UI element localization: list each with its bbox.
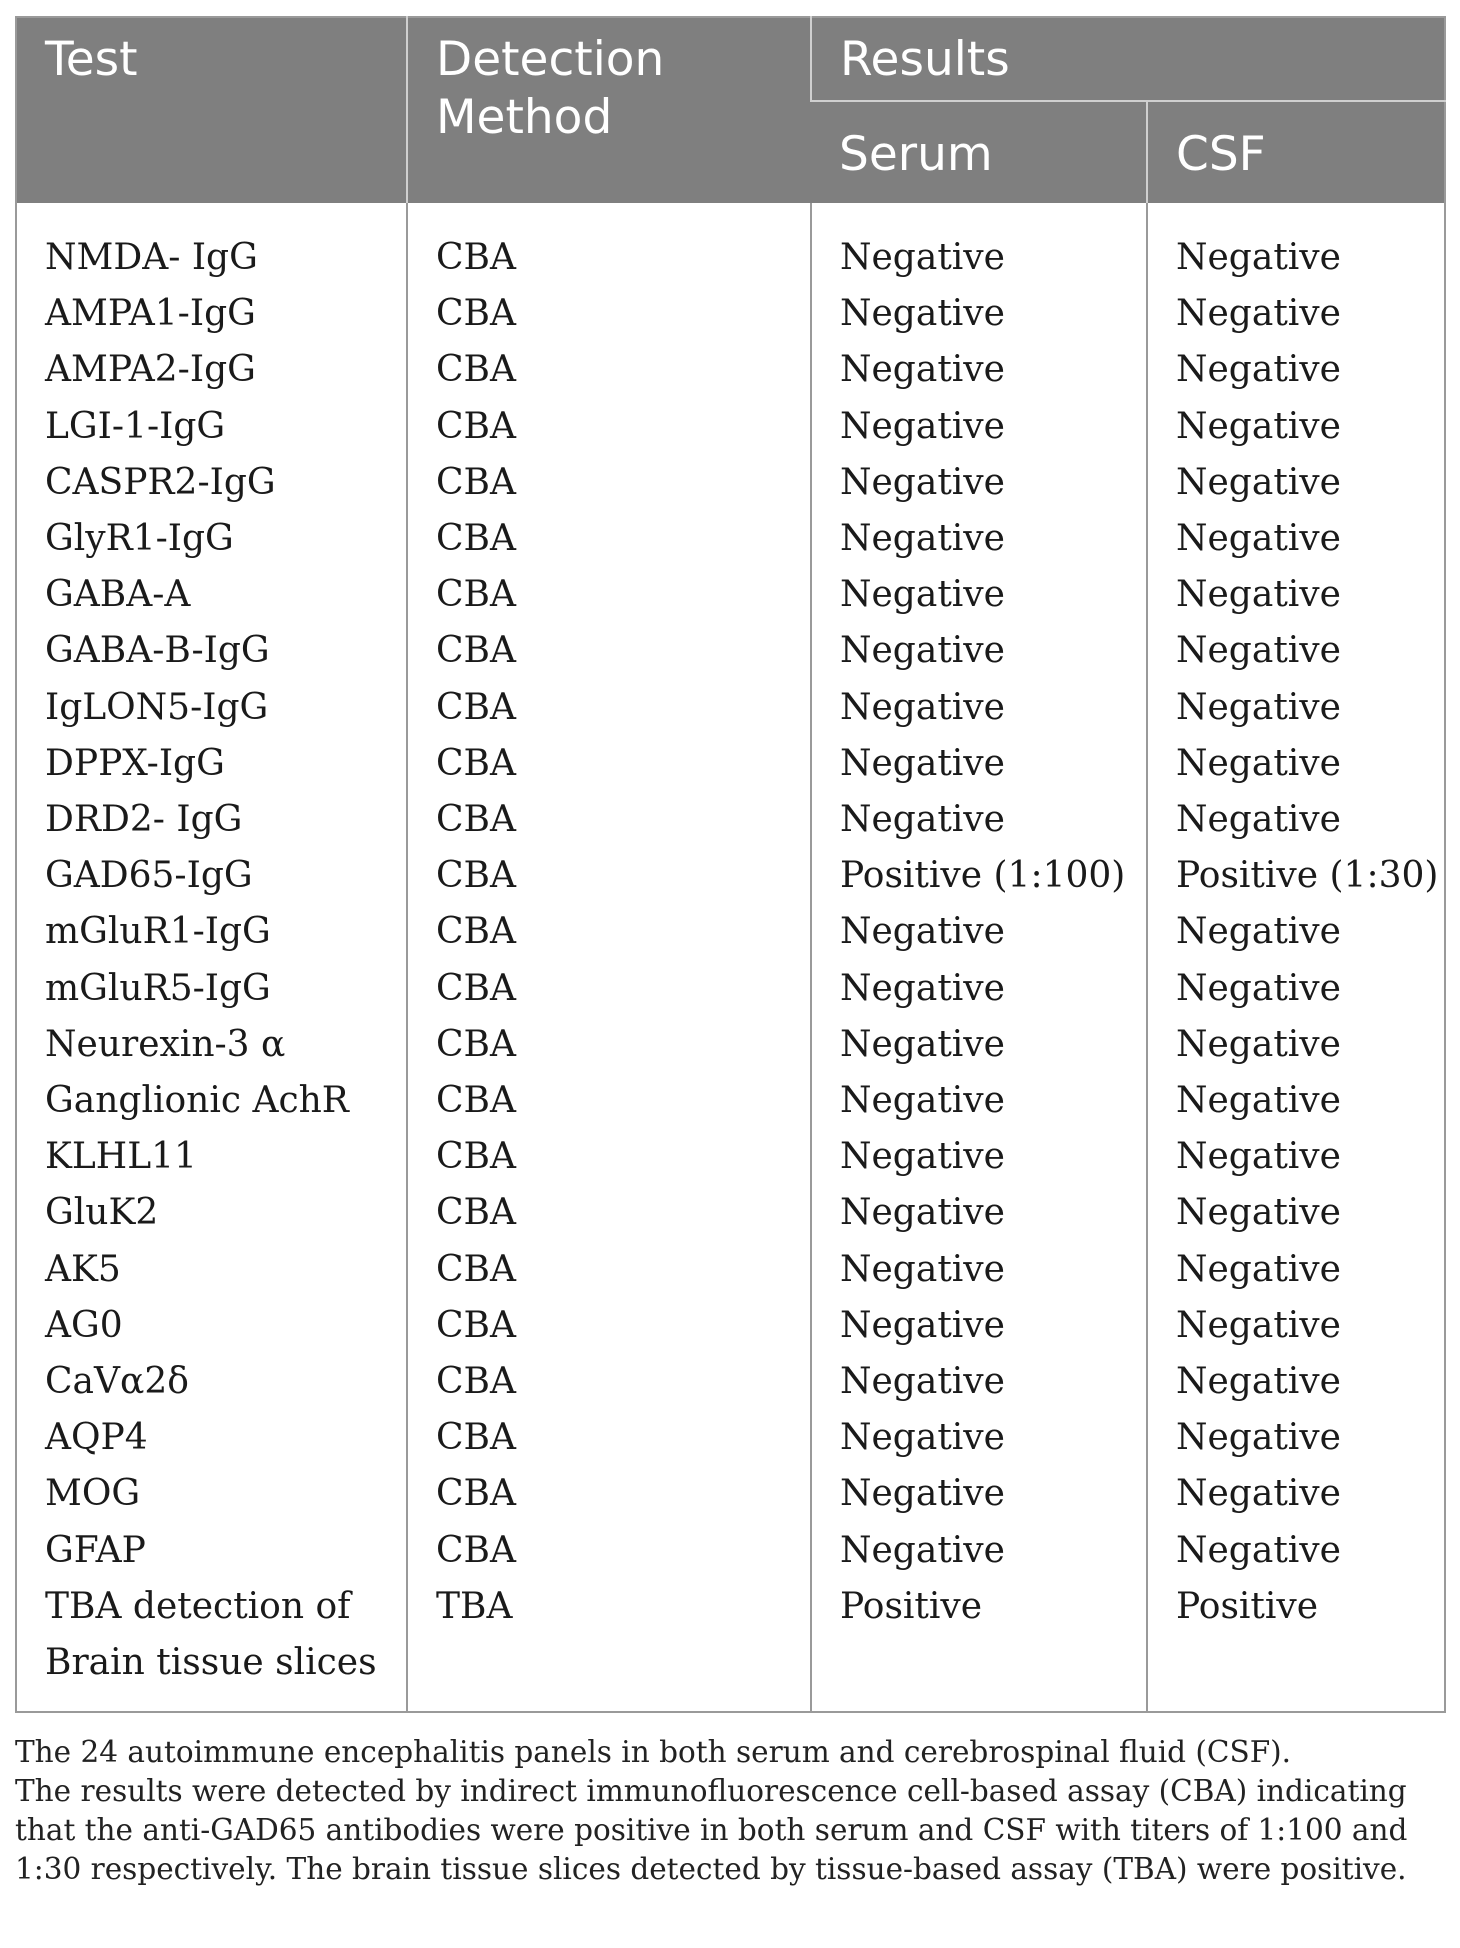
cell-csf: Negative	[1147, 455, 1445, 511]
caption-line-2: The results were detected by indirect immunofluorescence cell-based assay (CBA) indicating that the anti-GAD65 antibodies were positive in both serum and CSF with titers of 1:100 and 1:30 respectively. The brain tissue slices detected by tissue-based assay (TBA) were positive.	[15, 1774, 1408, 1887]
cell-method: CBA	[407, 399, 811, 455]
cell-test: GluK2	[45, 1192, 159, 1234]
cell-csf: Negative	[1147, 792, 1445, 848]
table-row	[16, 848, 1445, 904]
cell-csf: Negative	[1147, 1129, 1445, 1185]
cell-test: LGI-1-IgG	[45, 405, 226, 447]
cell-method: CBA	[407, 1410, 811, 1466]
cell-csf: Negative	[1147, 511, 1445, 567]
table-row	[16, 1073, 1445, 1129]
caption-line-1: The 24 autoimmune encephalitis panels in both serum and cerebrospinal fluid (CSF).	[15, 1735, 1292, 1770]
header-results: Results	[811, 17, 1445, 101]
cell-csf: Negative	[1147, 203, 1445, 286]
cell-csf: Negative	[1147, 1017, 1445, 1073]
table-row	[16, 1242, 1445, 1298]
table-row	[16, 1354, 1445, 1410]
cell-serum: Negative	[811, 342, 1147, 398]
cell-method: CBA	[407, 680, 811, 736]
cell-csf: Negative	[1147, 567, 1445, 623]
cell-method: CBA	[407, 203, 811, 286]
cell-test: CASPR2-IgG	[45, 461, 276, 503]
cell-serum: Negative	[811, 455, 1147, 511]
cell-method: CBA	[407, 1354, 811, 1410]
cell-serum: Negative	[811, 1073, 1147, 1129]
cell-test: GlyR1-IgG	[45, 518, 234, 560]
cell-method: CBA	[407, 1242, 811, 1298]
table-header	[16, 17, 1445, 203]
table-row	[16, 511, 1445, 567]
cell-test: mGluR5-IgG	[45, 967, 271, 1009]
cell-serum: Negative	[811, 904, 1147, 960]
cell-csf: Negative	[1147, 736, 1445, 792]
cell-serum: Negative	[811, 623, 1147, 679]
cell-test: AK5	[45, 1248, 121, 1290]
table-row	[16, 792, 1445, 848]
cell-test: DPPX-IgG	[45, 742, 225, 784]
cell-test: MOG	[45, 1473, 141, 1515]
cell-method: CBA	[407, 1298, 811, 1354]
cell-serum: Negative	[811, 1466, 1147, 1522]
cell-method: CBA	[407, 1073, 811, 1129]
table-row	[16, 1185, 1445, 1241]
cell-method: CBA	[407, 511, 811, 567]
cell-test: mGluR1-IgG	[45, 911, 271, 953]
cell-serum: Negative	[811, 961, 1147, 1017]
cell-test: GAD65-IgG	[45, 855, 253, 897]
cell-csf: Negative	[1147, 1298, 1445, 1354]
cell-method: CBA	[407, 623, 811, 679]
table-row	[16, 1017, 1445, 1073]
cell-csf: Negative	[1147, 680, 1445, 736]
table-row	[16, 623, 1445, 679]
cell-test: GFAP	[45, 1529, 146, 1571]
cell-serum: Negative	[811, 286, 1147, 342]
cell-test: AG0	[45, 1304, 123, 1346]
cell-method: CBA	[407, 904, 811, 960]
table-row	[16, 1410, 1445, 1466]
cell-test: GABA-B-IgG	[45, 630, 270, 672]
cell-csf: Negative	[1147, 1354, 1445, 1410]
autoimmune-panel-table	[15, 16, 1446, 1713]
cell-method: CBA	[407, 1017, 811, 1073]
cell-serum: Negative	[811, 1185, 1147, 1241]
cell-method: CBA	[407, 961, 811, 1017]
cell-method: CBA	[407, 736, 811, 792]
cell-csf: Negative	[1147, 1410, 1445, 1466]
table-row	[16, 904, 1445, 960]
table-row	[16, 680, 1445, 736]
cell-test: AMPA1-IgG	[45, 293, 256, 335]
cell-serum: Negative	[811, 1242, 1147, 1298]
document	[15, 16, 1444, 1889]
cell-serum: Negative	[811, 1017, 1147, 1073]
table-body	[16, 203, 1445, 1712]
cell-csf: Negative	[1147, 286, 1445, 342]
table-row	[16, 203, 1445, 286]
cell-method: CBA	[407, 342, 811, 398]
cell-csf: Negative	[1147, 1185, 1445, 1241]
header-csf: CSF	[1147, 101, 1445, 203]
table-row	[16, 961, 1445, 1017]
cell-serum: Positive	[811, 1579, 1147, 1712]
cell-serum: Negative	[811, 736, 1147, 792]
cell-serum: Negative	[811, 680, 1147, 736]
cell-csf: Negative	[1147, 1466, 1445, 1522]
table-row	[16, 1579, 1445, 1712]
cell-method: CBA	[407, 1185, 811, 1241]
cell-test: Neurexin-3 α	[45, 1023, 286, 1065]
cell-test: GABA-A	[45, 574, 191, 616]
cell-test: Ganglionic AchR	[45, 1080, 349, 1122]
cell-test: KLHL11	[45, 1136, 197, 1178]
cell-serum: Negative	[811, 511, 1147, 567]
cell-test: AQP4	[45, 1417, 148, 1459]
table-row	[16, 1523, 1445, 1579]
cell-csf: Positive	[1147, 1579, 1445, 1712]
table-row	[16, 736, 1445, 792]
header-serum: Serum	[811, 101, 1147, 203]
cell-csf: Negative	[1147, 1242, 1445, 1298]
table-row	[16, 567, 1445, 623]
cell-serum: Negative	[811, 1129, 1147, 1185]
header-detection-method-label: Detection Method	[436, 32, 665, 145]
table-row	[16, 1129, 1445, 1185]
cell-csf: Negative	[1147, 961, 1445, 1017]
header-detection-method	[407, 17, 811, 203]
cell-method: TBA	[407, 1579, 811, 1712]
cell-csf: Negative	[1147, 399, 1445, 455]
table-row	[16, 342, 1445, 398]
cell-serum: Negative	[811, 1523, 1147, 1579]
cell-test: AMPA2-IgG	[45, 349, 256, 391]
cell-serum: Negative	[811, 399, 1147, 455]
cell-method: CBA	[407, 792, 811, 848]
cell-method: CBA	[407, 1466, 811, 1522]
cell-method: CBA	[407, 286, 811, 342]
table-row	[16, 455, 1445, 511]
cell-method: CBA	[407, 848, 811, 904]
cell-serum: Negative	[811, 567, 1147, 623]
cell-csf: Negative	[1147, 1073, 1445, 1129]
cell-test: DRD2- IgG	[45, 799, 243, 841]
cell-csf: Positive (1:30)	[1147, 848, 1445, 904]
table-row	[16, 1298, 1445, 1354]
table-row	[16, 399, 1445, 455]
cell-serum: Positive (1:100)	[811, 848, 1147, 904]
cell-csf: Negative	[1147, 623, 1445, 679]
cell-csf: Negative	[1147, 342, 1445, 398]
cell-test: NMDA- IgG	[45, 237, 258, 278]
table-caption	[15, 1733, 1455, 1889]
cell-serum: Negative	[811, 792, 1147, 848]
cell-serum: Negative	[811, 203, 1147, 286]
cell-serum: Negative	[811, 1298, 1147, 1354]
cell-serum: Negative	[811, 1410, 1147, 1466]
cell-method: CBA	[407, 567, 811, 623]
cell-serum: Negative	[811, 1354, 1147, 1410]
cell-test: TBA detection of Brain tissue slices	[45, 1585, 377, 1684]
cell-csf: Negative	[1147, 1523, 1445, 1579]
table-row	[16, 286, 1445, 342]
table-row	[16, 1466, 1445, 1522]
cell-method: CBA	[407, 1523, 811, 1579]
cell-test: IgLON5-IgG	[45, 686, 269, 728]
cell-test: CaVα2δ	[45, 1361, 189, 1403]
cell-method: CBA	[407, 455, 811, 511]
cell-method: CBA	[407, 1129, 811, 1185]
header-test: Test	[16, 17, 407, 203]
cell-csf: Negative	[1147, 904, 1445, 960]
